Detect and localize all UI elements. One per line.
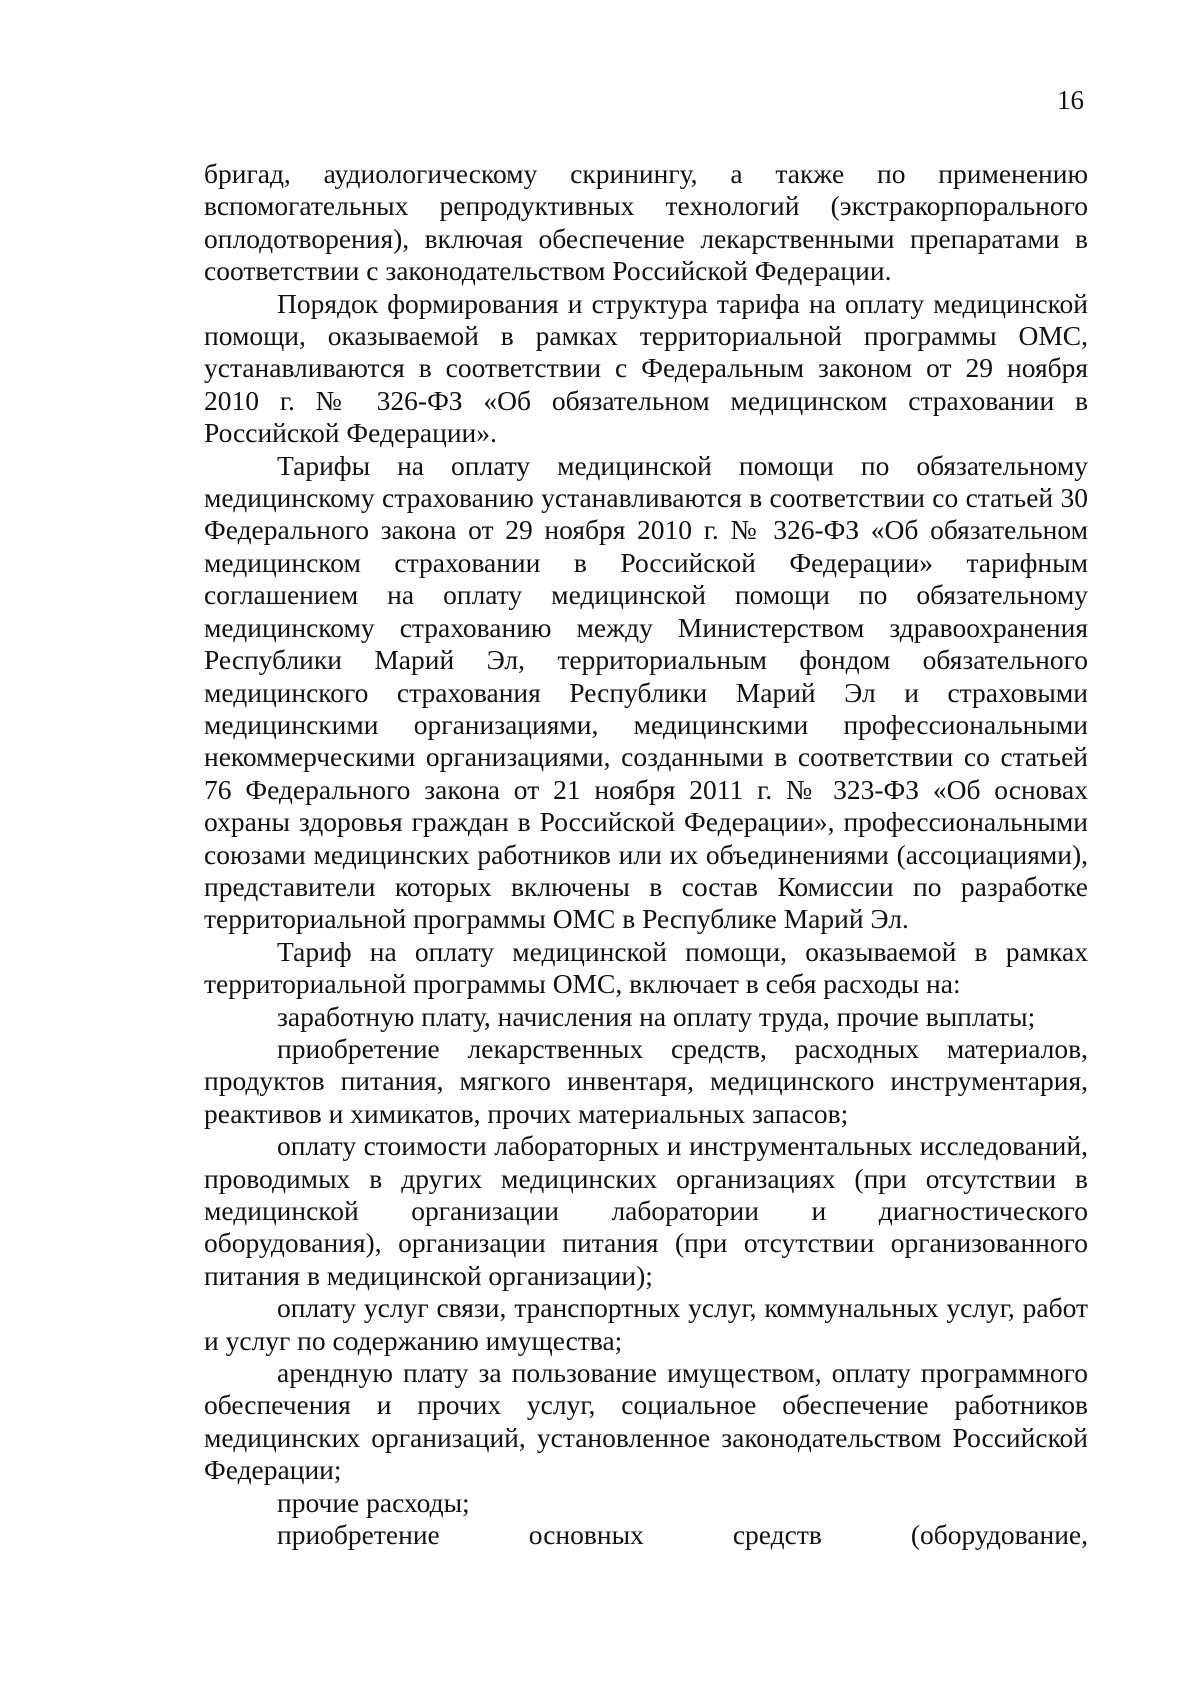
paragraph-tariff-includes: Тариф на оплату медицинской помощи, оказываемой в рамках территориальной программы ОМС, включает в себя расходы на: [204, 935, 1088, 1000]
paragraph-tariff-procedure: Порядок формирования и структура тарифа на оплату медицинской помощи, оказываемой в рамках территориальной программы ОМС, устанавливаются в соответствии с Федеральным законом от 29 ноября 2010 г. № 326-ФЗ «Об обязательном медицинском страховании в Российской Федерации». [204, 287, 1088, 449]
list-item-fixed-assets: приобретение основных средств (оборудование, [277, 1519, 1088, 1551]
list-item-wages: заработную плату, начисления на оплату труда, прочие выплаты; [277, 1000, 1036, 1032]
page-number: 16 [1057, 85, 1084, 115]
paragraph-tariffs-established: Тарифы на оплату медицинской помощи по обязательному медицинскому страхованию устанавливаются в соответствии со статьей 30 Федерального закона от 29 ноября 2010 г. № 326-ФЗ «Об обязательном медицинском страховании в Российской Федерации» тарифным соглашением на оплату медицинской помощи по обязательному медицинскому страхованию между Министерством здравоохранения Республики Марий Эл, территориальным фондом обязательного медицинского страхования Республики Марий Эл и страховыми медицинскими организациями, медицинскими профессиональными некоммерческими организациями, созданными в соответствии со статьей 76 Федерального закона от 21 ноября 2011 г. № 323-ФЗ «Об основах охраны здоровья граждан в Российской Федерации», профессиональными союзами медицинских работников или их объединениями (ассоциациями), представители которых включены в состав Комиссии по разработке территориальной программы ОМС в Республике Марий Эл. [204, 449, 1088, 935]
list-item-rent: арендную плату за пользование имуществом, оплату программного обеспечения и прочих услуг, социальное обеспечение работников медицинских организаций, установленное законодательством Российской Федерации; [204, 1357, 1088, 1486]
paragraph-intro-continuation: бригад, аудиологическому скринингу, а также по применению вспомогательных репродуктивных технологий (экстракорпорального оплодотворения), включая обеспечение лекарственными препаратами в соответствии с законодательством Российской Федерации. [204, 158, 1088, 287]
list-item-other-expenses: прочие расходы; [277, 1486, 470, 1518]
list-item-medicines: приобретение лекарственных средств, расходных материалов, продуктов питания, мягкого инвентаря, медицинского инструментария, реактивов и химикатов, прочих материальных запасов; [204, 1032, 1088, 1129]
list-item-laboratory: оплату стоимости лабораторных и инструментальных исследований, проводимых в других медицинских организациях (при отсутствии в медицинской организации лаборатории и диагностического оборудования), организации питания (при отсутствии организованного питания в медицинской организации); [204, 1130, 1088, 1291]
document-body [204, 158, 1088, 1551]
list-item-communications: оплату услуг связи, транспортных услуг, коммунальных услуг, работ и услуг по содержанию имущества; [204, 1292, 1088, 1356]
